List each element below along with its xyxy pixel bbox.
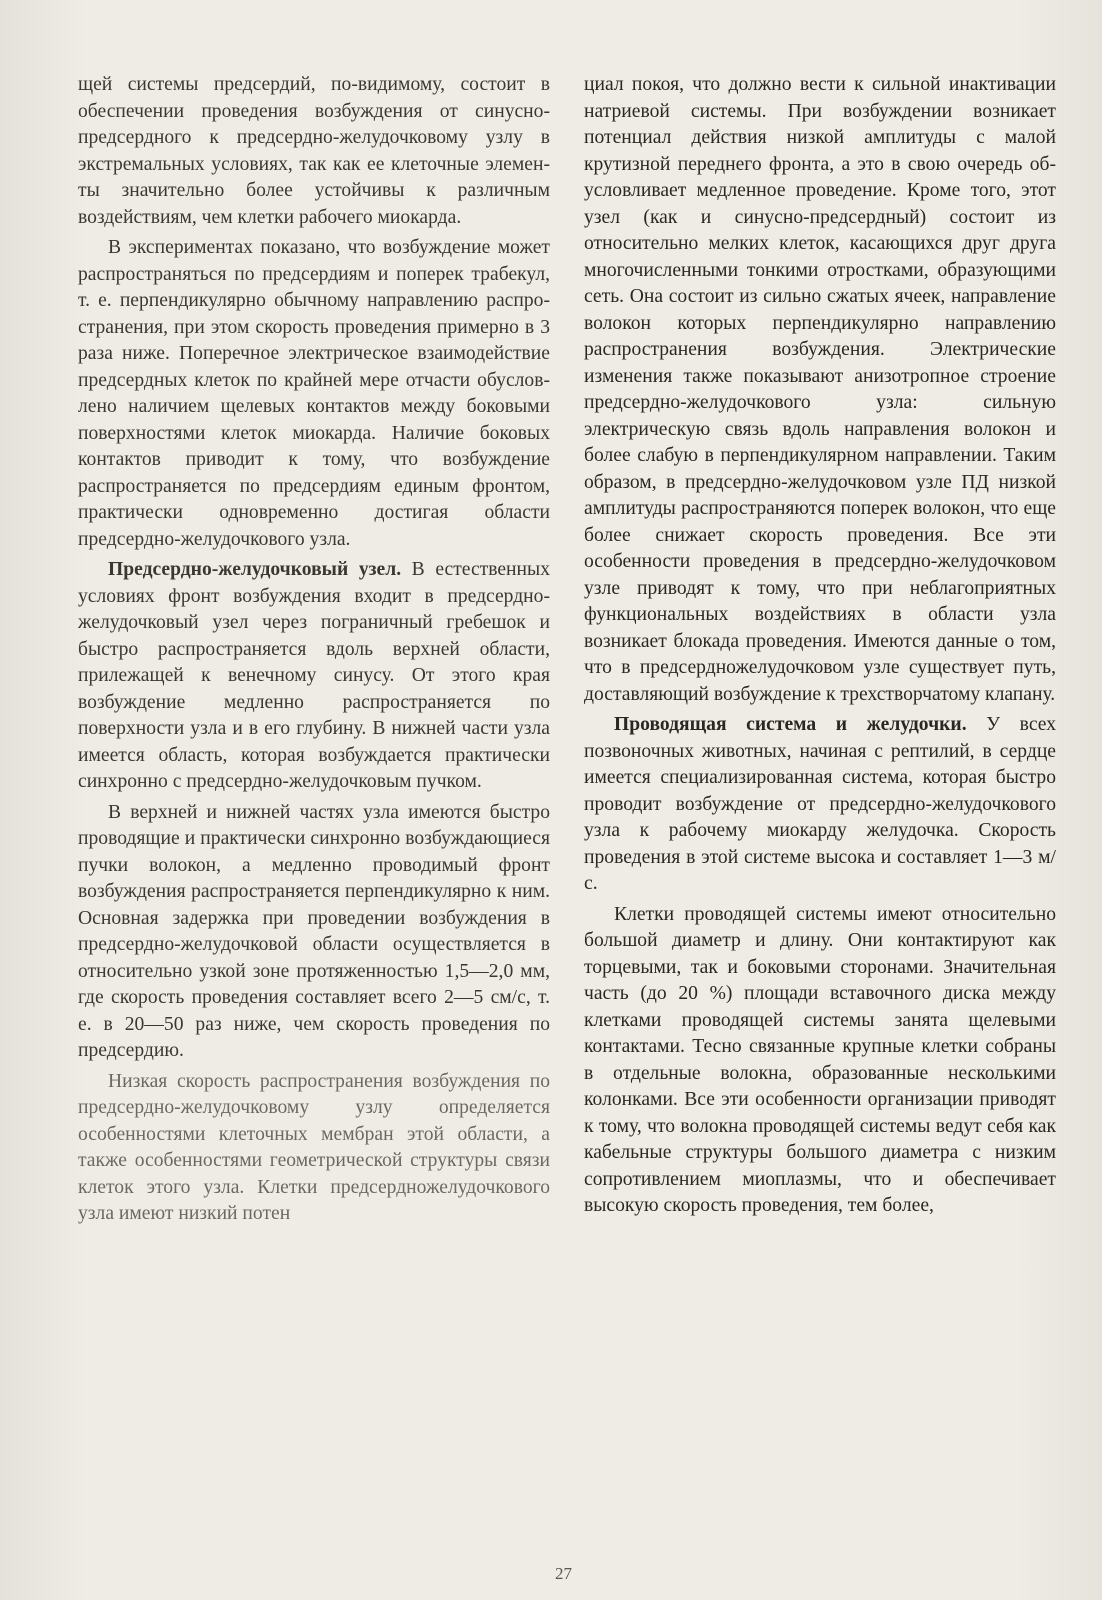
right-text-column (584, 72, 1056, 1220)
paragraph: щей системы предсердий, по-видимому, состоит в обеспечении проведения возбуждения от синусно-предсердного к предсердно-желудочковому узлу в экстремальных условиях, так как ее клеточные элементы значительно более устойчивы к различным воздействиям, чем клетки рабочего миокарда. (78, 74, 550, 228)
paragraph: Клетки проводящей системы имеют относительно большой диаметр и длину. Они контактируют как торцевыми, так и боковыми сторонами. Значительная часть (до 20 %) площади вставочного диска между клетками проводящей системы занята щелевыми контактами. Тесно связанные крупные клетки собраны в отдельные волокна, образованные несколькими колонками. Все эти особенности организации приводят к тому, что волокна проводящей системы ведут себя как кабельные структуры большого диаметра с низким сопротивлением миоплазмы, что и обеспечивает высокую скорость проведения, тем более, (584, 903, 1056, 1216)
paragraph-with-heading (584, 712, 1056, 898)
page-number: 27 (555, 1564, 572, 1583)
paragraph: В экспериментах показано, что возбуждение может распространяться по предсердиям и поперек трабекул, т. е. перпендикулярно обычному направлению распространения, при этом скорость проведения примерно в 3 раза ниже. Поперечное электрическое взаимодействие предсердных клеток по крайней мере отчасти обусловлено наличием щелевых контактов между боковыми поверхностями клеток миокарда. Наличие боковых контактов приводит к тому, что возбуждение распространяется по предсердиям единым фронтом, практически одновременно достигая области предсердно-желудочкового узла. (78, 237, 550, 550)
paragraph-text: У всех позвоночных животных, начиная с рептилий, в сердце имеется специализированная система, которая быстро проводит возбуждение от предсердно-желудочкового узла к рабочему миокарду желудочка. Скорость проведения в этой системе высока и составляет 1—3 м/с. (584, 714, 1056, 894)
paragraph-text: В естественных условиях фронт возбуждения входит в предсердно-желудочковый узел через пограничный гребешок и быстро распространяется вдоль верхней области, прилежащей к венечному синусу. От этого края возбуждение медленно распространяется по поверхности узла и в его глубину. В нижней части узла имеется область, которая возбуждается практически синхронно с предсердно-желудочковым пучком. (78, 559, 550, 792)
paragraph-with-heading (78, 557, 550, 796)
paragraph: циал покоя, что должно вести к сильной инактивации натриевой системы. При возбуждении возникает потенциал действия низкой амплитуды с малой крутизной переднего фронта, а это в свою очередь обусловливает медленное проведение. Кроме того, этот узел (как и синусно-предсердный) состоит из относительно мелких клеток, касающихся друг друга многочисленными тонкими отростками, образующими сеть. Она состоит из сильно сжатых ячеек, направление волокон которых перпендикулярно направлению распространения возбуждения. Электрические изменения также показывают анизотропное строение предсердно-желудочкового узла: сильную электрическую связь вдоль направления волокон и более слабую в перпендикулярном направлении. Таким образом, в предсердно-желудочковом узле ПД низкой амплитуды распространяются поперек волокон, что еще более снижает скорость проведения. Все эти особенности проведения в предсердно-желудочковом узле приводят к тому, что при неблагоприятных функциональных воздействиях в области узла возникает блокада проведения. Имеются данные о том, что в предсердножелудочковом узле существует путь, доставляющий возбуждение к трехстворчатому клапану. (584, 74, 1056, 705)
section-heading: Проводящая система и желудочки. (614, 714, 967, 735)
paragraph: Низкая скорость распространения возбуждения по предсердно-желудочковому узлу определяется особенностями клеточных мембран этой области, а также особенностями геометрической структуры связи клеток этого узла. Клетки предсердножелудочкового узла имеют низкий потен (78, 1070, 550, 1224)
paragraph: В верхней и нижней частях узла имеются быстро проводящие и практически синхронно возбуждающиеся пучки волокон, а медленно проводимый фронт возбуждения распространяется перпендикулярно к ним. Основная задержка при проведении возбуждения в предсердно-желудочковой области осуществляется в относительно узкой зоне протяженностью 1,5—2,0 мм, где скорость проведения составляет всего 2—5 см/с, т. е. в 20—50 раз ниже, чем скорость проведения по предсердию. (78, 801, 550, 1061)
section-heading: Предсердно-желудочковый узел. (108, 559, 402, 580)
left-text-column (78, 72, 550, 1228)
